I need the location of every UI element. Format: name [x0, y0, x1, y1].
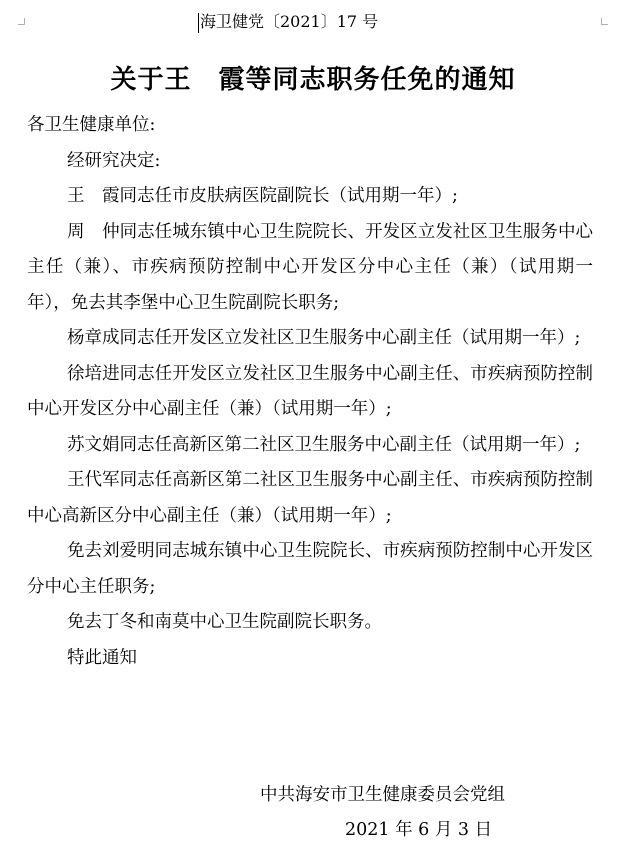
paragraph[interactable]: 王代军同志任高新区第二社区卫生服务中心副主任、市疾病预防控制中心高新区分中心副主任（兼）（试用期一年）; [27, 470, 593, 526]
paragraph[interactable]: 苏文娟同志任高新区第二社区卫生服务中心副主任（试用期一年）; [67, 434, 581, 455]
paragraph[interactable]: 特此通知 [67, 647, 137, 668]
page-corner-mark-left [18, 18, 25, 25]
paragraph[interactable]: 免去刘爱明同志城东镇中心卫生院院长、市疾病预防控制中心开发区分中心主任职务; [27, 541, 593, 597]
paragraph[interactable]: 徐培进同志任开发区立发社区卫生服务中心副主任、市疾病预防控制中心开发区分中心副主任（兼）（试用期一年）; [27, 363, 593, 419]
paragraph[interactable]: 王 霞同志任市皮肤病医院副院长（试用期一年）; [67, 186, 458, 206]
document-body[interactable] [27, 108, 593, 676]
issue-date[interactable]: 2021 年 6 月 3 日 [345, 820, 493, 840]
document-number[interactable]: 海卫健党〔2021〕17 号 [200, 12, 379, 31]
signature[interactable]: 中共海安市卫生健康委员会党组 [260, 785, 505, 805]
paragraph[interactable]: 经研究决定: [67, 150, 161, 171]
text-cursor [198, 13, 199, 33]
paragraph[interactable]: 免去丁冬和南莫中心卫生院副院长职务。 [67, 612, 382, 632]
paragraph[interactable]: 周 仲同志任城东镇中心卫生院院长、开发区立发社区卫生服务中心主任（兼）、市疾病预防控制中心开发区分中心主任（兼）（试用期一年），免去其李堡中心卫生院副院长职务; [27, 221, 593, 313]
addressee[interactable]: 各卫生健康单位: [27, 115, 156, 135]
document-title[interactable]: 关于王 霞等同志职务任免的通知 [110, 65, 516, 95]
page-corner-mark-right [601, 18, 608, 25]
paragraph[interactable]: 杨章成同志任开发区立发社区卫生服务中心副主任（试用期一年）; [67, 328, 581, 348]
